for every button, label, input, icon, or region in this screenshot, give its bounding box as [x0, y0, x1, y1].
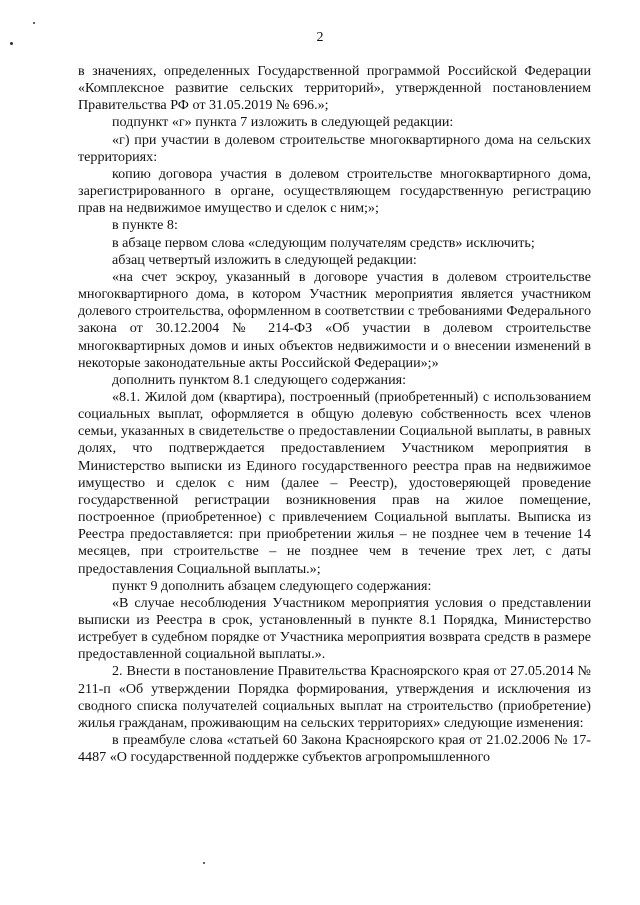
paragraph: в преамбуле слова «статьей 60 Закона Красноярского края от 21.02.2006 № 17-4487 «О государственной поддержке субъектов агропромышленного [78, 732, 591, 766]
scan-speck [203, 862, 205, 864]
paragraph: «В случае несоблюдения Участником мероприятия условия о представлении выписки из Реестра в срок, установленный в пункте 8.1 Порядка, Министерство истребует в судебном порядке от Участника мероприятия возврата средств в размере предоставленной социальной выплаты.». [78, 594, 591, 663]
paragraph: в абзаце первом слова «следующим получателям средств» исключить; [112, 234, 535, 251]
paragraph: пункт 9 дополнить абзацем следующего содержания: [112, 577, 432, 594]
page-number: 2 [316, 30, 324, 45]
document-body [78, 63, 591, 766]
scan-speck [33, 22, 35, 24]
paragraph: «на счет эскроу, указанный в договоре участия в долевом строительстве многоквартирного дома, в котором Участник мероприятия является участником долевого строительства, оформленном в соответствии с требованиями Федерального закона от 30.12.2004 № 214-ФЗ «Об участии в долевом строительстве многоквартирных домов и иных объектов недвижимости и о внесении изменений в некоторые законодательные акты Российской Федерации»;» [78, 268, 591, 371]
paragraph: в значениях, определенных Государственной программой Российской Федерации «Комплексное развитие сельских территорий», утвержденной постановлением Правительства РФ от 31.05.2019 № 696.»; [78, 63, 591, 114]
paragraph: 2. Внести в постановление Правительства Красноярского края от 27.05.2014 № 211-п «Об утверждении Порядка формирования, утверждения и исключения из сводного списка получателей социальных выплат на строительство (приобретение) жилья гражданам, проживающим на сельских территориях» следующие изменения: [78, 663, 591, 731]
paragraph: подпункт «г» пункта 7 изложить в следующей редакции: [112, 114, 454, 131]
paragraph: дополнить пунктом 8.1 следующего содержания: [112, 371, 407, 388]
paragraph: «г) при участии в долевом строительстве многоквартирного дома на сельских территориях: [78, 131, 591, 165]
paragraph: абзац четвертый изложить в следующей редакции: [112, 251, 417, 268]
paragraph: в пункте 8: [112, 217, 178, 234]
paragraph: «8.1. Жилой дом (квартира), построенный (приобретенный) с использованием социальных выплат, оформляется в общую долевую собственность всех членов семьи, указанных в свидетельстве о предоставлении Социальной выплаты, в равных долях, что подтверждается предоставлением Участником мероприятия в Министерство выписки из Единого государственного реестра прав на недвижимое имущество и сделок с ним (далее – Реестр), удостоверяющей проведение государственной регистрации возникновения прав на жилое помещение, построенное (приобретенное) с привлечением Социальной выплаты. Выписка из Реестра предоставляется: при приобретении жилья – не позднее чем в течение 14 месяцев, при строительстве – не позднее чем в течение трех лет, с даты предоставления Социальной выплаты.»; [78, 388, 591, 577]
paragraph: копию договора участия в долевом строительстве многоквартирного дома, зарегистрированного в органе, осуществляющем государственную регистрацию прав на недвижимое имущество и сделок с ним;»; [78, 165, 591, 217]
